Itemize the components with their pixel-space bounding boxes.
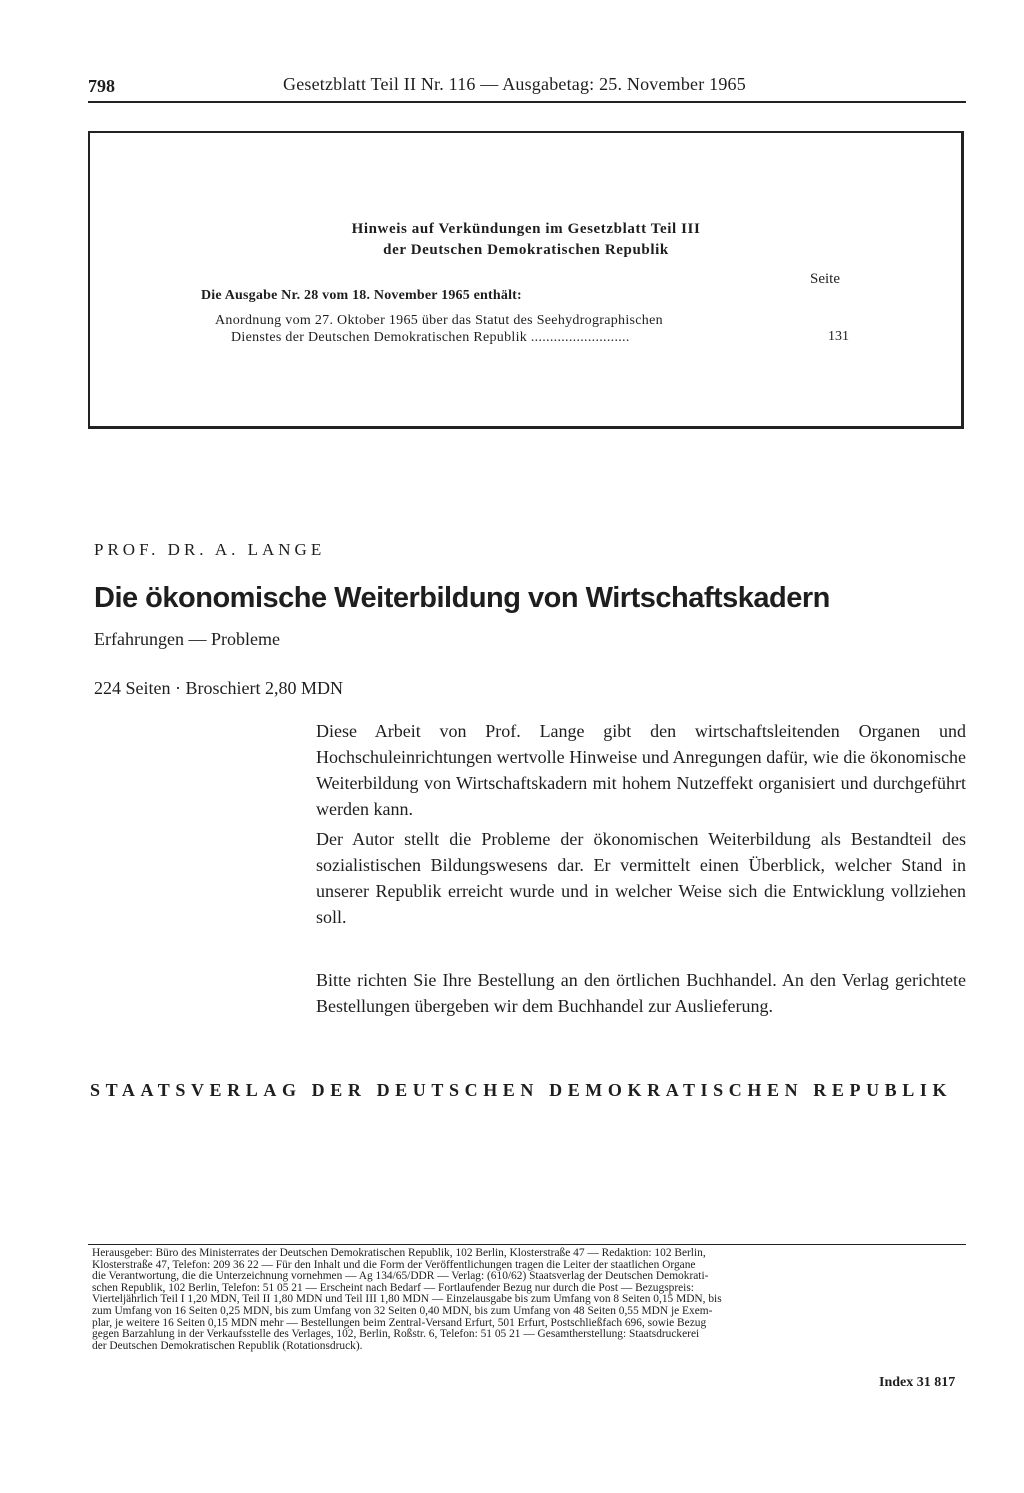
notice-entry-line-2: Dienstes der Deutschen Demokratischen Republik .......................... [231,330,630,345]
order-paragraph: Bitte richten Sie Ihre Bestellung an den örtlichen Buchhandel. An den Verlag gerichtete Bestellungen übergeben wir dem Buchhandel zur Auslieferung. [316,970,966,1016]
index-label: Index 31 817 [879,1375,956,1390]
notice-entry-line-1: Anordnung vom 27. Oktober 1965 über das Statut des Seehydrographischen [215,313,663,328]
imprint-line: gegen Barzahlung in der Verkaufsstelle des Verlages, 102, Berlin, Roßstr. 6, Telefon: 51 05 21 — Gesamtherstellung: Staatsdruckerei [92,1328,700,1341]
description-paragraph-1: Diese Arbeit von Prof. Lange gibt den wirtschaftsleitenden Organen und Hochschuleinrichtungen wertvolle Hinweise und Anregungen dafür, wie die ökonomische Weiterbildung von Wirtschaftskadern mit hohem Nutzeffekt organisiert und durchgeführt werden kann. [316,721,966,819]
imprint-line: Herausgeber: Büro des Ministerrates der Deutschen Demokratischen Republik, 102 Berlin, Klosterstraße 47 — Redaktion: 102 Berlin, [92,1247,706,1259]
book-meta: 224 Seiten · Broschiert 2,80 MDN [94,678,343,698]
book-title: Die ökonomische Weiterbildung von Wirtschaftskadern [94,582,830,614]
notice-entry [215,312,835,346]
imprint-line: die Verantwortung, die die Unterzeichnung vornehmen — Ag 134/65/DDR — Verlag: (610/62) Staatsverlag der Deutschen Demokrati- [92,1270,709,1283]
notice-title-line-1: Hinweis auf Verkündungen im Gesetzblatt Teil III [351,221,701,237]
imprint-line: zum Umfang von 16 Seiten 0,25 MDN, bis zum Umfang von 32 Seiten 0,40 MDN, bis zum Umfang von 48 Seiten 0,55 MDN je Exem- [92,1304,713,1317]
seite-label: Seite [810,271,840,287]
book-subtitle: Erfahrungen — Probleme [94,629,280,649]
imprint-line: schen Republik, 102 Berlin, Telefon: 51 05 21 — Erscheint nach Bedarf — Fortlaufender Bezug nur durch die Post — Bezugspreis: [92,1281,694,1294]
imprint-line: der Deutschen Demokratischen Republik (Rotationsdruck). [92,1339,363,1352]
page-number: 798 [88,76,115,96]
issue-line: Die Ausgabe Nr. 28 vom 18. November 1965 enthält: [201,288,522,303]
author-name: PROF. DR. A. LANGE [94,540,326,559]
imprint-line: Vierteljährlich Teil I 1,20 MDN, Teil II 1,80 MDN und Teil III 1,80 MDN — Einzelausgabe bis zum Umfang von 8 Seiten 0,15 MDN, bis [92,1293,722,1306]
notice-title-line-2: der Deutschen Demokratischen Republik [383,242,669,258]
notice-entry-page: 131 [828,329,849,344]
imprint-line: Klosterstraße 47, Telefon: 209 36 22 — Für den Inhalt und die Form der Veröffentlichungen tragen die Leiter der staatlichen Organe [92,1258,696,1271]
header-rule [88,101,966,103]
description-paragraph-2: Der Autor stellt die Probleme der ökonomischen Weiterbildung als Bestandteil des sozialistischen Bildungswesens dar. Er vermittelt einen Überblick, welcher Stand in unserer Republik erreicht wurde und in welcher Weise sich die Entwicklung vollziehen soll. [316,829,966,927]
imprint-rule [88,1244,966,1245]
imprint [92,1248,972,1352]
notice-title [88,219,964,261]
running-head: Gesetzblatt Teil II Nr. 116 — Ausgabetag: 25. November 1965 [283,74,746,94]
imprint-line: plar, je weitere 16 Seiten 0,15 MDN mehr — Bestellungen beim Zentral-Versand Erfurt, 501 Erfurt, Postschließfach 696, sowie Bezug [92,1316,707,1329]
publisher-name: STAATSVERLAG DER DEUTSCHEN DEMOKRATISCHEN REPUBLIK [90,1080,953,1100]
